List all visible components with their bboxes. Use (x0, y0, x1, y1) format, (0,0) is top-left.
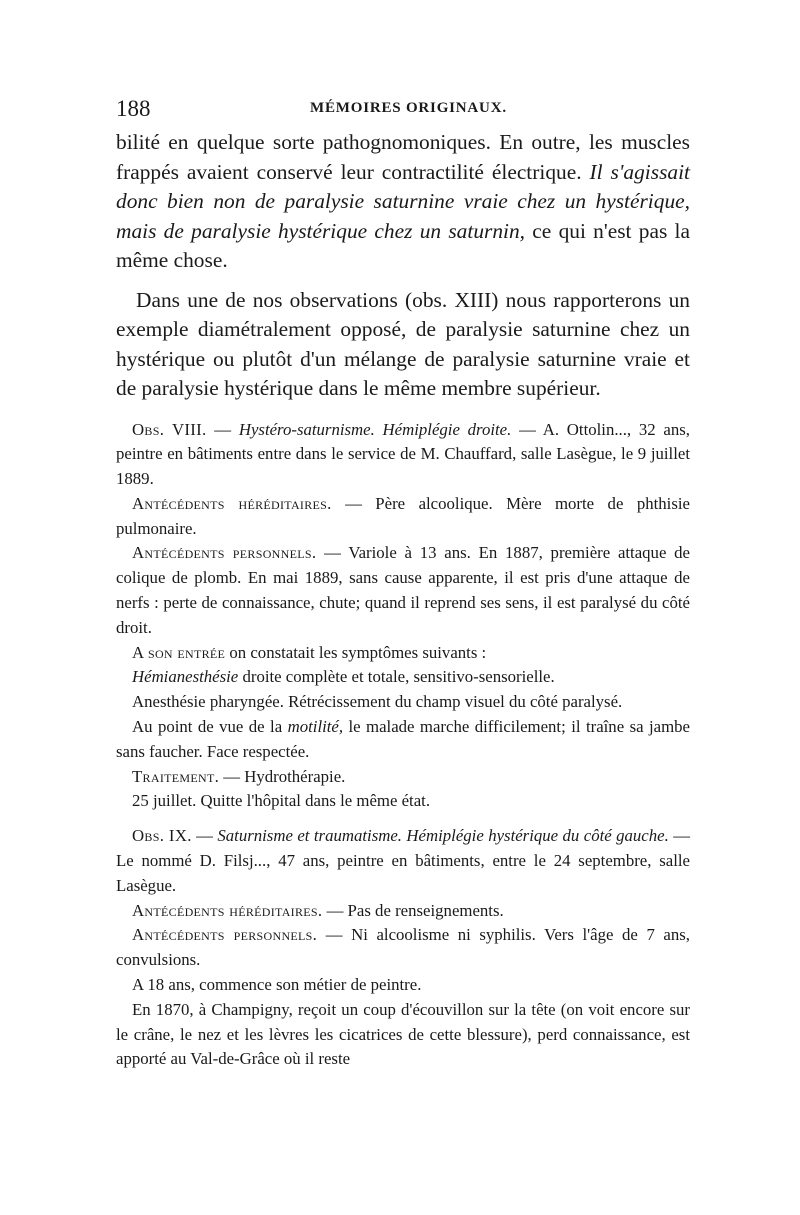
obs8-trait-label: Traitement. (132, 766, 220, 786)
obs8-entree (116, 641, 690, 666)
obs8-hemi-text: droite complète et totale, sensitivo-sensorielle. (238, 667, 555, 687)
obs8-title: Hystéro-saturnisme. Hémiplégie droite. (238, 419, 512, 439)
obs8-heading (116, 418, 690, 492)
obs8-trait-text: — Hydrothérapie. (219, 766, 346, 786)
para1-text: bilité en quelque sorte pathognomoniques. En outre, les muscles frappés avaient conservé leur contractilité électrique. (116, 130, 690, 184)
obs9-ant-her-text: — Pas de renseignements. (322, 900, 504, 920)
obs9-ant-pers-label: Antécédents personnels. (132, 925, 318, 945)
obs9-heading (116, 824, 690, 898)
obs8-motil-a: Au point de vue de la (132, 717, 288, 737)
obs8-antecedents-hereditaires (116, 492, 690, 542)
obs8-ant-pers-label: Antécédents personnels. (132, 543, 317, 563)
page-header (116, 96, 690, 124)
obs8-antecedents-personnels (116, 541, 690, 640)
obs9-intro: — Le nommé D. Filsj..., 47 ans, peintre en bâtiments, entre le 24 septembre, salle Lasègue. (116, 826, 691, 895)
obs9-antecedents-hereditaires (116, 899, 690, 924)
obs8-ant-her-text: — Père alcoolique. Mère morte de phthisie pulmonaire. (116, 493, 690, 538)
obs8-label: Obs. VIII. (132, 419, 207, 439)
obs9-title: Saturnisme et traumatisme. Hémiplégie hystérique du côté gauche. (217, 826, 669, 846)
obs8-anesthesie: Anesthésie pharyngée. Rétrécissement du champ visuel du côté paralysé. (132, 692, 623, 712)
obs8-traitement (116, 765, 690, 790)
observation-ix (116, 824, 690, 1072)
obs9-antecedents-personnels (116, 923, 690, 973)
paragraph-obs-xiii: Dans une de nos observations (obs. XIII) nous rapporterons un exemple diamétralement opposé, de paralysie saturnine chez un hystérique ou plutôt d'un mélange de paralysie saturnine vraie et de paralysie hystérique dans le même membre supérieur. (116, 287, 690, 400)
running-title: MÉMOIRES ORIGINAUX. (310, 100, 507, 116)
obs8-entree-text: on constatait les symptômes suivants : (225, 642, 487, 662)
obs8-motil-b: le malade marche difficilement; il traîne sa jambe sans faucher. Face respectée. (116, 717, 690, 761)
obs9-ant-her-label: Antécédents héréditaires. (132, 900, 323, 920)
paragraph-continuation (116, 128, 690, 276)
obs9-1870: En 1870, à Champigny, reçoit un coup d'écouvillon sur la tête (on voit encore sur le crâne, le nez et les lèvres les cicatrices de cette blessure), perd connaissance, est apporté au Val-de-Grâce où il reste (116, 999, 690, 1069)
obs9-dash: — (191, 826, 218, 846)
obs9-label: Obs. IX. (132, 826, 192, 846)
obs8-motilite (116, 715, 690, 765)
observation-viii (116, 418, 690, 815)
obs9-age-18: A 18 ans, commence son métier de peintre. (132, 975, 422, 995)
obs8-hemi-italic: Hémianesthésie (132, 667, 239, 687)
para1-italic: Il s'agissait donc bien non de paralysie saturnine vraie chez un hystérique, mais de paralysie hystérique chez un saturnin, (116, 159, 690, 243)
obs8-juillet: 25 juillet. Quitte l'hôpital dans le même état. (132, 791, 431, 811)
obs8-entree-label: A son entrée (132, 642, 226, 662)
main-text (116, 128, 690, 404)
obs8-hemianesthesie (116, 665, 690, 690)
obs8-ant-her-label: Antécédents héréditaires. (132, 493, 332, 513)
obs8-motil-italic: motilité, (287, 717, 344, 737)
page-number: 188 (116, 96, 151, 121)
para1-end: ce qui n'est pas la même chose. (116, 218, 690, 272)
obs9-ant-pers-text: — Ni alcoolisme ni syphilis. Vers l'âge de 7 ans, convulsions. (116, 925, 690, 970)
obs8-dash: — (206, 419, 239, 439)
obs8-ant-pers-text: — Variole à 13 ans. En 1887, première attaque de colique de plomb. En mai 1889, sans cause apparente, il est pris d'une attaque de nerfs : perte de connaissance, chute; quand il reprend ses sens, il est paralysé du côté droit. (116, 543, 690, 637)
page-body (116, 128, 690, 1072)
obs8-intro: — A. Ottolin..., 32 ans, peintre en bâtiments entre dans le service de M. Chauffard, salle Lasègue, le 9 juillet 1889. (116, 419, 690, 489)
